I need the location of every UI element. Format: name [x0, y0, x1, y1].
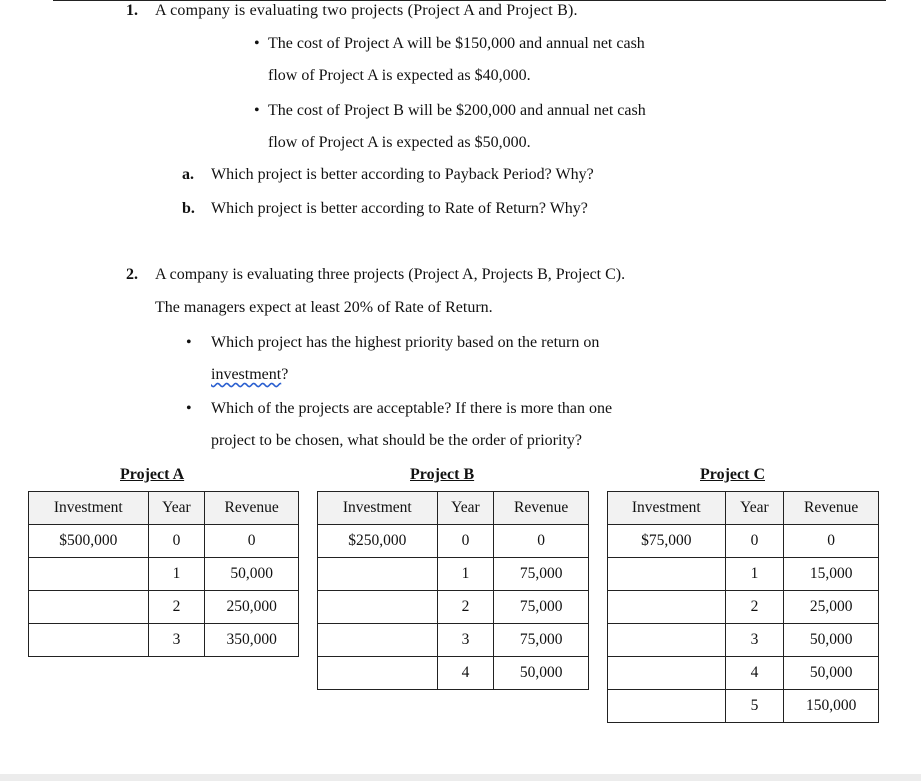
year-cell: 2 [437, 591, 494, 624]
q1-number: 1. [126, 2, 138, 19]
q2-bullet-1-line-1: Which project has the highest priority based on the return on [211, 334, 600, 351]
investment-cell [608, 690, 726, 723]
investment-cell [29, 558, 149, 591]
revenue-cell: 50,000 [784, 624, 879, 657]
bullet-dot: • [254, 35, 260, 52]
year-cell: 0 [725, 525, 784, 558]
year-cell: 3 [148, 624, 205, 657]
q1-sub-a-label: a. [182, 166, 194, 183]
revenue-cell: 50,000 [494, 657, 589, 690]
investment-cell [608, 624, 726, 657]
q1-intro: A company is evaluating two projects (Project A and Project B). [155, 2, 578, 19]
q2-line-2: The managers expect at least 20% of Rate of Return. [155, 299, 493, 316]
revenue-cell: 0 [494, 525, 589, 558]
q2-bullet-2-line-2: project to be chosen, what should be the order of priority? [211, 432, 582, 449]
project-a-title: Project A [120, 466, 185, 483]
investment-header: Investment [318, 492, 438, 525]
q2-bullet-1-line-2 [211, 366, 288, 384]
year-header: Year [725, 492, 784, 525]
q1-bullet-2-line-1: The cost of Project B will be $200,000 and annual net cash [268, 102, 646, 119]
table-header-row [29, 492, 299, 525]
year-header: Year [148, 492, 205, 525]
investment-cell [608, 657, 726, 690]
project-c-table [607, 491, 879, 723]
year-cell: 0 [437, 525, 494, 558]
investment-cell [29, 624, 149, 657]
revenue-header: Revenue [494, 492, 589, 525]
year-cell: 3 [437, 624, 494, 657]
q2-number: 2. [126, 266, 138, 283]
revenue-header: Revenue [205, 492, 299, 525]
investment-cell: $75,000 [608, 525, 726, 558]
bottom-edge-band [0, 774, 921, 781]
table-row [608, 591, 879, 624]
table-row [608, 657, 879, 690]
table-row [318, 657, 589, 690]
project-c-title: Project C [700, 466, 765, 483]
q1-sub-a-text: Which project is better according to Payback Period? Why? [211, 166, 594, 183]
q2-bullet-1-end: ? [281, 366, 289, 383]
bullet-dot: • [254, 102, 260, 119]
investment-cell [608, 591, 726, 624]
investment-cell [318, 591, 438, 624]
table-row [318, 525, 589, 558]
revenue-cell: 250,000 [205, 591, 299, 624]
revenue-cell: 50,000 [784, 657, 879, 690]
project-b-title: Project B [410, 466, 475, 483]
table-row [29, 525, 299, 558]
bullet-dot: • [186, 334, 192, 351]
year-cell: 2 [148, 591, 205, 624]
q2-intro: A company is evaluating three projects (Project A, Projects B, Project C). [155, 266, 626, 283]
revenue-cell: 15,000 [784, 558, 879, 591]
investment-header: Investment [29, 492, 149, 525]
table-row [29, 591, 299, 624]
top-rule [53, 0, 886, 1]
revenue-cell: 75,000 [494, 624, 589, 657]
table-row [608, 558, 879, 591]
q2-bullet-2-line-1: Which of the projects are acceptable? If there is more than one [211, 400, 613, 417]
year-cell: 0 [148, 525, 205, 558]
table-row [318, 624, 589, 657]
revenue-cell: 75,000 [494, 591, 589, 624]
project-a-table [28, 491, 299, 657]
q1-bullet-1-line-1: The cost of Project A will be $150,000 and annual net cash [268, 35, 645, 52]
year-cell: 1 [437, 558, 494, 591]
table-header-row [318, 492, 589, 525]
investment-cell: $500,000 [29, 525, 149, 558]
q1-bullet-1-line-2: flow of Project A is expected as $40,000. [268, 67, 531, 84]
year-cell: 5 [725, 690, 784, 723]
year-cell: 2 [725, 591, 784, 624]
revenue-cell: 75,000 [494, 558, 589, 591]
q1-bullet-2-line-2: flow of Project A is expected as $50,000. [268, 134, 531, 151]
year-cell: 3 [725, 624, 784, 657]
revenue-cell: 150,000 [784, 690, 879, 723]
table-row [29, 624, 299, 657]
revenue-header: Revenue [784, 492, 879, 525]
year-header: Year [437, 492, 494, 525]
investment-header: Investment [608, 492, 726, 525]
investment-cell [318, 624, 438, 657]
table-row [318, 558, 589, 591]
investment-cell [29, 591, 149, 624]
table-row [608, 624, 879, 657]
revenue-cell: 350,000 [205, 624, 299, 657]
revenue-cell: 50,000 [205, 558, 299, 591]
q1-sub-b-text: Which project is better according to Rate of Return? Why? [211, 200, 588, 217]
bullet-dot: • [186, 400, 192, 417]
q1-sub-b-label: b. [182, 200, 195, 217]
project-b-table [317, 491, 589, 690]
revenue-cell: 0 [784, 525, 879, 558]
investment-cell [318, 657, 438, 690]
table-row [318, 591, 589, 624]
year-cell: 1 [725, 558, 784, 591]
revenue-cell: 25,000 [784, 591, 879, 624]
investment-cell [608, 558, 726, 591]
table-row [608, 525, 879, 558]
table-row [29, 558, 299, 591]
year-cell: 4 [437, 657, 494, 690]
year-cell: 4 [725, 657, 784, 690]
revenue-cell: 0 [205, 525, 299, 558]
table-row [608, 690, 879, 723]
investment-cell: $250,000 [318, 525, 438, 558]
spellcheck-word: investment [211, 366, 282, 383]
investment-cell [318, 558, 438, 591]
year-cell: 1 [148, 558, 205, 591]
table-header-row [608, 492, 879, 525]
